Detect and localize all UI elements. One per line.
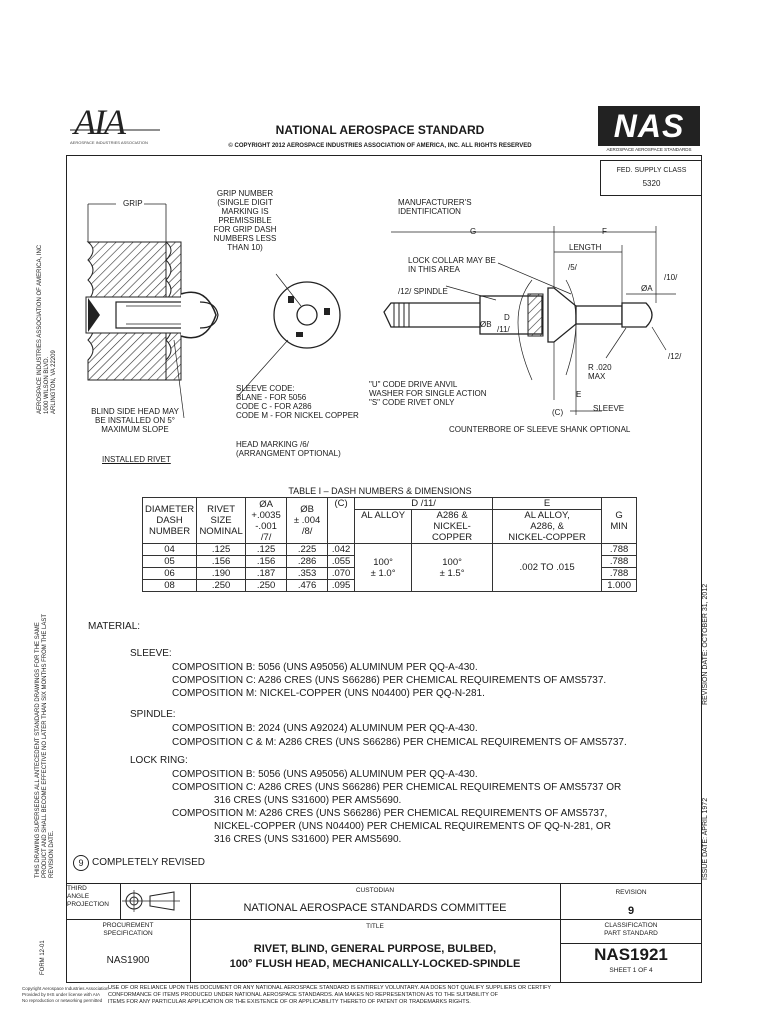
dim-length: LENGTH [569, 243, 602, 252]
lock-line: 316 CRES (UNS S31600) PER AMS5690. [214, 834, 402, 845]
footer-left: Copyright Aerospace Industries Association Provided by IHS under license with AIA No reproduction or networking permitted [22, 986, 109, 1003]
col-d-a286: A286 & NICKEL-COPPER [412, 510, 493, 544]
revision-date: REVISION DATE: OCTOBER 31, 2012 [702, 583, 709, 705]
tb-top [66, 883, 702, 884]
dim-c: (C) [552, 408, 564, 417]
revision-circle: 9 [73, 855, 89, 871]
sleeve-heading: SLEEVE: [130, 648, 172, 659]
dash-number-table [142, 497, 637, 592]
lock-line: 316 CRES (UNS S31600) PER AMS5690. [214, 795, 402, 806]
grip-number-note: GRIP NUMBER (SINGLE DIGIT MARKING IS PREMISSIBLE FOR GRIP DASH NUMBERS LESS THAN 10) [213, 189, 277, 252]
installed-rivet-caption: INSTALLED RIVET [102, 455, 171, 464]
page-title: NATIONAL AEROSPACE STANDARD [275, 123, 485, 137]
col-e-sub: AL ALLOY, A286, & NICKEL-COPPER [493, 510, 602, 544]
col-c: (C) [328, 498, 355, 544]
lock-line: COMPOSITION M: A286 CRES (UNS S66286) PER CHEMICAL REQUIREMENTS OF AMS5737, [172, 808, 608, 819]
tb-mid [66, 919, 702, 920]
classification-label: CLASSIFICATION PART STANDARD [604, 922, 658, 937]
table-row: 08 .250 .250 .476 .095 1.000 [143, 580, 637, 592]
custodian: NATIONAL AEROSPACE STANDARDS COMMITTEE [243, 902, 507, 914]
revision-value: 9 [627, 905, 635, 917]
custodian-label: CUSTODIAN [355, 887, 395, 894]
spindle-line: COMPOSITION B: 2024 (UNS A92024) ALUMINUM PER QQ-A-430. [172, 723, 478, 734]
revised-text: COMPLETELY REVISED [92, 857, 205, 868]
sheet-number: SHEET 1 OF 4 [609, 967, 653, 974]
blind-side-note: BLIND SIDE HEAD MAY BE INSTALLED ON 5° MAXIMUM SLOPE [91, 407, 179, 434]
spindle-line: COMPOSITION C & M: A286 CRES (UNS S66286) PER CHEMICAL REQUIREMENTS OF AMS5737. [172, 737, 627, 748]
col-e: E [493, 498, 602, 510]
side-address: AEROSPACE INDUSTRIES ASSOCIATION OF AMERICA, INC 1000 WILSON BLVD. ARLINGTON, VA 22209 [37, 244, 57, 414]
dim-g: G [470, 227, 477, 236]
col-d-al: AL ALLOY [355, 510, 412, 544]
table-row: 05 .156 .156 .286 .055 .788 [143, 556, 637, 568]
title-label: TITLE [366, 923, 384, 930]
nas-logo [598, 106, 700, 146]
spindle-heading: SPINDLE: [130, 709, 176, 720]
col-rivet: RIVET SIZE NOMINAL [197, 498, 246, 544]
d-al-value: 100° ± 1.0° [355, 544, 412, 592]
note-12: /12/ [668, 352, 682, 361]
nas-logo-text: NAS [613, 108, 685, 144]
lock-line: COMPOSITION C: A286 CRES (UNS S66286) PER CHEMICAL REQUIREMENTS OF AMS5737 OR [172, 782, 622, 793]
dim-d: D [504, 313, 510, 322]
dim-e: E [576, 390, 582, 399]
sleeve-line: COMPOSITION C: A286 CRES (UNS S66286) PER CHEMICAL REQUIREMENTS OF AMS5737. [172, 675, 607, 686]
radius-note: R .020 MAX [588, 363, 612, 381]
dim-oa: ØA [641, 284, 653, 293]
projection-symbol-icon [122, 888, 182, 914]
dim-ob: ØB [480, 320, 492, 329]
grip-label: GRIP [123, 199, 143, 208]
fed-supply-label: FED. SUPPLY CLASS [616, 167, 687, 174]
side-supersedes: THIS DRAWING SUPERSEDES ALL ANTECEDENT STANDARD DRAWINGS FOR THE SAME PRODUCT AND SHALL BECOME EFFECTIVE NO LATER THAN SIX MONTHS FROM THE LAST REVISION DATE. [35, 613, 55, 878]
aia-logo-text: AIA [74, 102, 124, 142]
note-10: /10/ [664, 273, 678, 282]
part-number: NAS1921 [594, 945, 668, 964]
tb-part-top [560, 943, 702, 944]
footer-disclaimer: USE OF OR RELIANCE UPON THIS DOCUMENT OR ANY NATIONAL AEROSPACE STANDARD IS ENTIRELY VOLUNTARY. AIA DOES NOT QUALIFY SUPPLIERS OR CERTIFY CONFORMANCE OF ITEMS PRODUCED UNDER NATIONAL AEROSPACE STANDARDS. AIA MAKES NO REPRESENTATION AS TO THE SUITABILITY OF ITEMS FOR ANY PARTICULAR APPLICATION OR THE EXISTENCE OF OR APPLICABILITY THERETO OF PATENT OR TRADEMARKS RIGHTS. [108, 985, 552, 1005]
lock-collar-note: LOCK COLLAR MAY BE IN THIS AREA [408, 256, 496, 274]
lock-ring-heading: LOCK RING: [130, 755, 188, 766]
form-number: FORM 12-01 [40, 940, 46, 975]
sleeve-line: COMPOSITION M: NICKEL-COPPER (UNS N04400) PER QQ-N-281. [172, 688, 485, 699]
col-g: G MIN [602, 498, 637, 544]
col-d: D /11/ [355, 498, 493, 510]
spindle-note: /12/ SPINDLE [398, 287, 448, 296]
procurement-label: PROCUREMENT SPECIFICATION [102, 922, 154, 937]
revision-label: REVISION [615, 889, 647, 896]
lock-line: NICKEL-COPPER (UNS N04400) PER CHEMICAL REQUIREMENTS OF QQ-N-281, OR [214, 821, 611, 832]
head-marking-figure [238, 274, 340, 396]
dim-f: F [602, 227, 607, 236]
sleeve-code-note: SLEEVE CODE: BLANE - FOR 5056 CODE C - FOR A286 CODE M - FOR NICKEL COPPER [236, 384, 359, 420]
d-a286-value: 100° ± 1.5° [412, 544, 493, 592]
note-11: /11/ [497, 325, 510, 334]
table-row: 06 .190 .187 .353 .070 .788 [143, 568, 637, 580]
note-5: /5/ [568, 263, 577, 272]
nas-sub: AEROSPACE AEROSPACE STANDARDS [606, 147, 692, 152]
procurement-value: NAS1900 [106, 955, 150, 966]
fed-supply-value: 5320 [642, 179, 661, 188]
e-value: .002 TO .015 [493, 544, 602, 592]
u-code-note: "U" CODE DRIVE ANVIL WASHER FOR SINGLE ACTION "S" CODE RIVET ONLY [369, 380, 487, 407]
part-title: RIVET, BLIND, GENERAL PURPOSE, BULBED, 100° FLUSH HEAD, MECHANICALLY-LOCKED-SPINDLE [229, 943, 521, 970]
lock-line: COMPOSITION B: 5056 (UNS A95056) ALUMINUM PER QQ-A-430. [172, 769, 478, 780]
col-ob: ØB ± .004 /8/ [287, 498, 328, 544]
head-marking-note: HEAD MARKING /6/ (ARRANGMENT OPTIONAL) [236, 440, 341, 458]
material-title: MATERIAL: [88, 621, 141, 632]
aia-sub: AEROSPACE INDUSTRIES ASSOCIATION [70, 140, 148, 145]
installed-rivet-figure [86, 204, 218, 418]
counterbore-note: COUNTERBORE OF SLEEVE SHANK OPTIONAL [449, 425, 631, 434]
table-row: 04 .125 .125 .225 .042 100° ± 1.0° 100° ± 1.5° .002 TO .015 .788 [143, 544, 637, 556]
col-oa: ØA +.0035 -.001 /7/ [246, 498, 287, 544]
col-diameter: DIAMETER DASH NUMBER [143, 498, 197, 544]
third-angle: THIRD ANGLE PROJECTION [67, 885, 109, 908]
tb-v0 [120, 883, 121, 919]
sleeve-line: COMPOSITION B: 5056 (UNS A95056) ALUMINUM PER QQ-A-430. [172, 662, 478, 673]
issue-date: ISSUE DATE: APRIL 1972 [702, 797, 709, 880]
table-title: TABLE I – DASH NUMBERS & DIMENSIONS [288, 486, 472, 496]
copyright: © COPYRIGHT 2012 AEROSPACE INDUSTRIES ASSOCIATION OF AMERICA, INC. ALL RIGHTS RESERVED [228, 143, 532, 149]
sleeve-label: SLEEVE [593, 404, 625, 413]
manufacturer-note: MANUFACTURER'S IDENTIFICATION [398, 198, 472, 216]
